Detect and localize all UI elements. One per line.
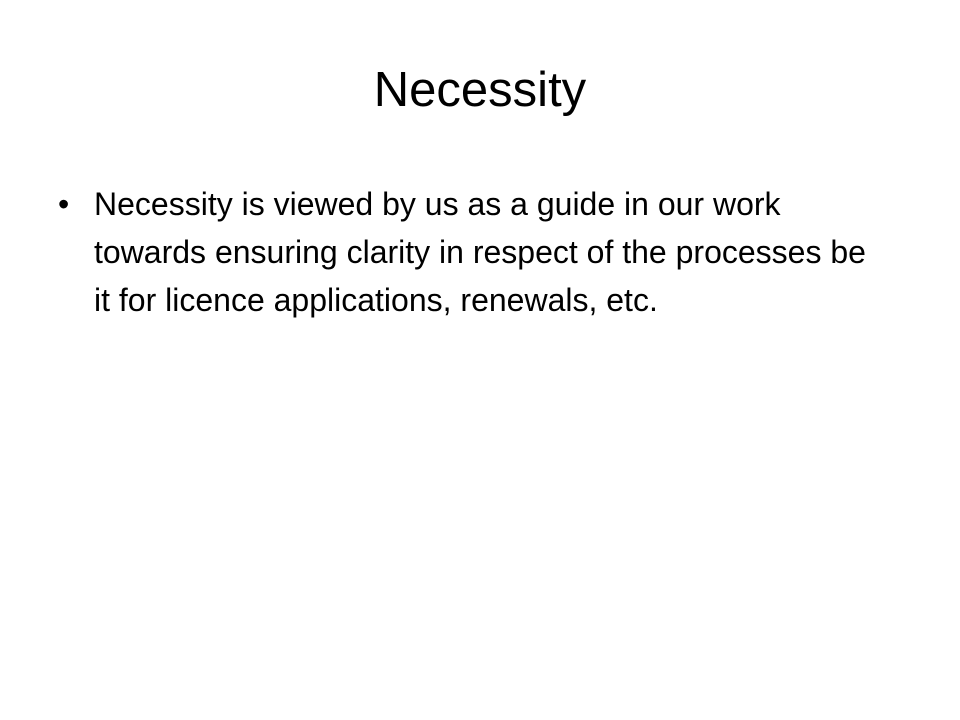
bullet-dot-icon: • (58, 186, 70, 222)
bullet-text: Necessity is viewed by us as a guide in our work towards ensuring clarity in respect of the processes be it for licence applications, renewals, etc. (94, 186, 866, 318)
bullet-list (58, 180, 878, 324)
bullet-item (58, 180, 878, 324)
slide-title: Necessity (373, 63, 587, 117)
